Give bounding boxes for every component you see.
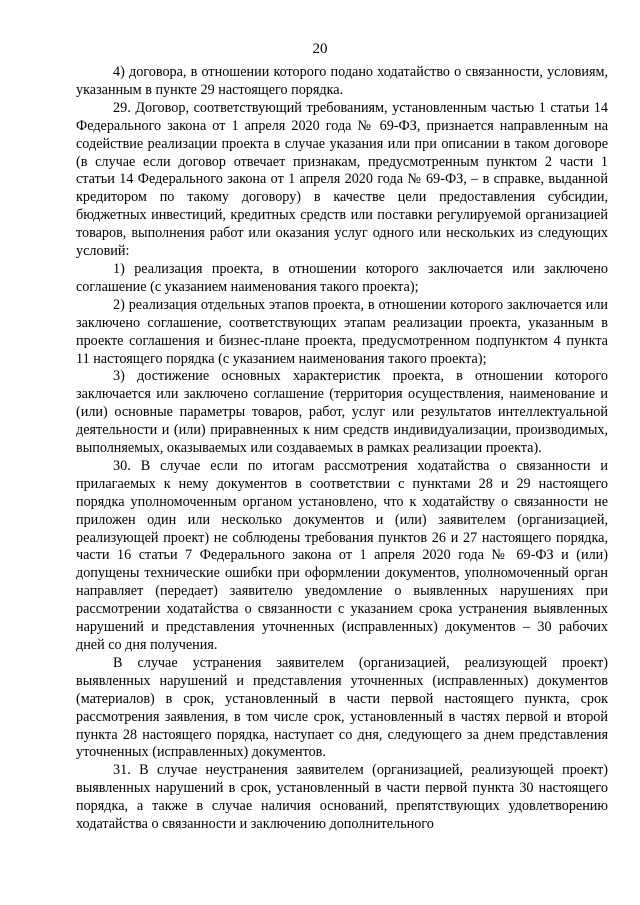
document-body bbox=[76, 64, 608, 834]
paragraph-30-violations-notice: 30. В случае если по итогам рассмотрения ходатайства о связанности и прилагаемых к нему документов в соответствии с пунктами 28 и 29 настоящего порядка уполномоченным органом установлено, что к ходатайству о связанности не приложен один или несколько документов и (или) заявителем (организацией, реализующей проект) не соблюдены требования пунктов 26 и 27 настоящего порядка, части 16 статьи 7 Федерального закона от 1 апреля 2020 года № 69-ФЗ и (или) допущены технические ошибки при оформлении документов, уполномоченный орган направляет (передает) заявителю уведомление о выявленных нарушениях при рассмотрении ходатайства о связанности с указанием срока устранения выявленных нарушений и представления уточненных (исправленных) документов – 30 рабочих дней со дня получения. bbox=[76, 457, 608, 653]
paragraph-29-contract-definition: 29. Договор, соответствующий требованиям, установленным частью 1 статьи 14 Федерального закона от 1 апреля 2020 года № 69-ФЗ, признается направленным на содействие реализации проекта в случае указания или при описании в таком договоре (в случае если договор отвечает признакам, предусмотренным пунктом 2 части 1 статьи 14 Федерального закона от 1 апреля 2020 года № 69-ФЗ, – в справке, выданной кредитором по такому договору) в качестве цели предоставления субсидии, бюджетных инвестиций, кредитных средств или поставки регулируемой организацией товаров, выполнения работ или оказания услуг одного или нескольких из следующих условий: bbox=[76, 99, 608, 260]
paragraph-4-contract-condition: 4) договора, в отношении которого подано ходатайство о связанности, условиям, указанным в пункте 29 настоящего порядка. bbox=[76, 64, 608, 98]
paragraph-29-item-2: 2) реализация отдельных этапов проекта, в отношении которого заключается или заключено соглашение, соответствующих этапам реализации проекта, указанным в проекте соглашения и бизнес-плане проекта, предусмотренном подпунктом 4 пункта 11 настоящего порядка (с указанием наименования такого проекта); bbox=[76, 296, 608, 367]
paragraph-29-item-3: 3) достижение основных характеристик проекта, в отношении которого заключается или заключено соглашение (территория осуществления, наименование и (или) основные параметры товаров, работ, услуг или результатов интеллектуальной деятельности и (или) приравненных к ним средств индивидуализации, производимых, выполняемых, оказываемых или создаваемых в рамках реализации проекта). bbox=[76, 368, 608, 457]
paragraph-31-non-correction: 31. В случае неустранения заявителем (организацией, реализующей проект) выявленных нарушений в срок, установленный в части первой пункта 30 настоящего порядка, а также в случае наличия оснований, препятствующих удовлетворению ходатайства о связанности и заключению дополнительного bbox=[76, 762, 608, 833]
paragraph-29-item-1: 1) реализация проекта, в отношении которого заключается или заключено соглашение (с указанием наименования такого проекта); bbox=[76, 260, 608, 295]
paragraph-30-correction-deadline: В случае устранения заявителем (организацией, реализующей проект) выявленных нарушений и представления уточненных (исправленных) документов (материалов) в срок, установленный в части первой настоящего пункта, срок рассмотрения заявления, в том числе срок, установленный в частях первой и второй пункта 28 настоящего порядка, наступает со дня, следующего за днем представления уточненных (исправленных) документов. bbox=[76, 654, 608, 761]
page-number: 20 bbox=[312, 41, 328, 57]
